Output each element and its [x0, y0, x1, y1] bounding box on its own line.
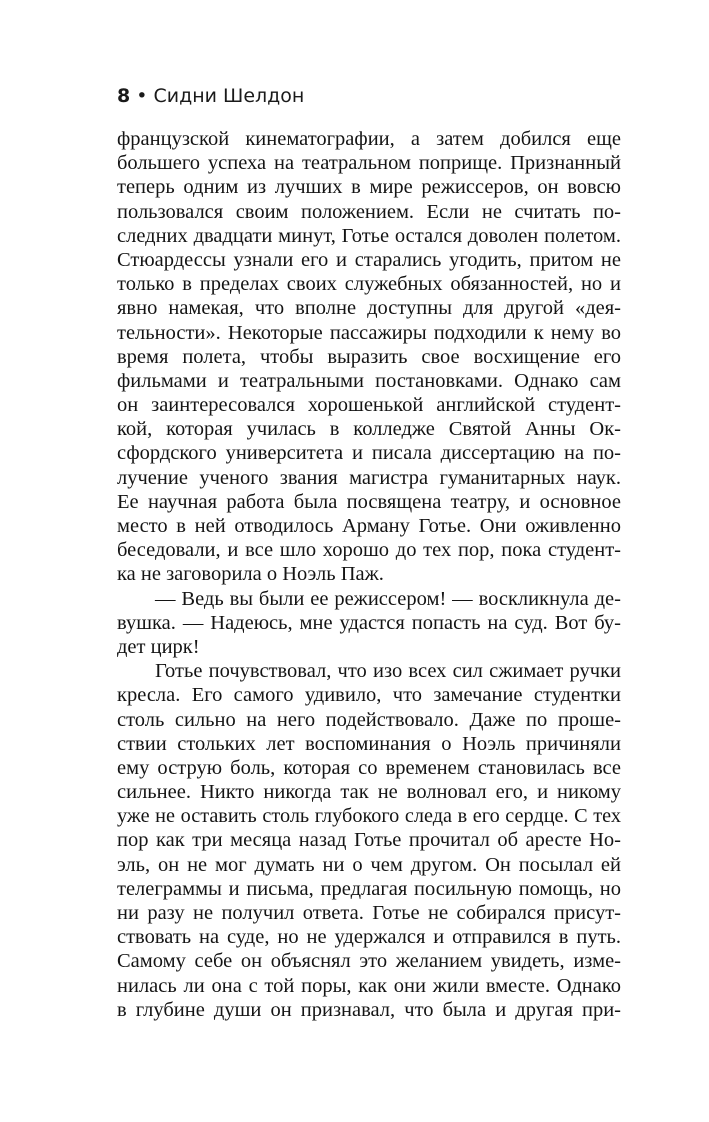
text-line: телеграммы и письма, предлагая посильную помощь, но: [117, 877, 621, 900]
page-number: 8: [117, 85, 131, 107]
author-name: Сидни Шелдон: [153, 85, 305, 107]
text-line: явно намекая, что вполне доступны для другой «дея-: [117, 297, 621, 320]
text-line: ему острую боль, которая со временем становилась все: [117, 756, 621, 779]
text-line: место в ней отводилось Арману Готье. Они оживленно: [117, 515, 621, 537]
text-line: следних двадцати минут, Готье остался доволен полетом.: [117, 224, 621, 247]
text-line: Готье почувствовал, что изо всех сил сжимает ручки: [155, 660, 621, 683]
text-line: столь сильно на него подействовало. Даже по проше-: [117, 708, 621, 731]
text-line: сильнее. Никто никогда так не волновал его, и никому: [117, 781, 621, 804]
text-line: он заинтересовался хорошенькой английской студент-: [117, 394, 621, 417]
text-line: ни разу не получил ответа. Готье не собирался присут-: [117, 902, 621, 924]
text-line: кой, которая училась в колледже Святой Анны Ок-: [117, 418, 621, 441]
text-line: Ее научная работа была посвящена театру, и основное: [117, 490, 621, 513]
text-line: кресла. Его самого удивило, что замечание студентки: [117, 684, 621, 707]
text-line: вушка. — Надеюсь, мне удастся попасть на суд. Вот бу-: [117, 611, 621, 634]
text-line: время полета, чтобы выразить свое восхищение его: [117, 345, 621, 368]
text-line: в глубине души он признавал, что была и другая при-: [117, 998, 621, 1021]
text-line: лучение ученого звания магистра гуманитарных наук.: [117, 466, 621, 489]
text-line: уже не оставить столь глубокого следа в его сердце. С тех: [117, 805, 621, 828]
text-line: беседовали, и все шло хорошо до тех пор, пока студент-: [117, 539, 621, 562]
text-line: — Ведь вы были ее режиссером! — воскликнула де-: [155, 587, 621, 610]
text-line: сфордского университета и писала диссертацию на по-: [117, 442, 621, 465]
text-line: пор как три месяца назад Готье прочитал об аресте Но-: [117, 829, 621, 852]
text-line: большего успеха на театральном поприще. Признанный: [117, 152, 621, 175]
text-line: нилась ли она с той поры, как они жили вместе. Однако: [117, 974, 621, 997]
text-line: дет цирк!: [117, 635, 200, 658]
text-line: фильмами и театральными постановками. Однако сам: [117, 369, 621, 392]
body-text: [117, 127, 621, 1022]
text-line: Самому себе он объяснял это желанием увидеть, изме-: [117, 950, 621, 973]
text-line: теперь одним из лучших в мире режиссеров, он вовсю: [117, 176, 621, 199]
text-line: французской кинематографии, а затем добился еще: [117, 128, 621, 150]
book-page: [117, 82, 621, 1022]
text-line: только в пределах своих служебных обязанностей, но и: [117, 273, 621, 296]
text-line: тельности». Некоторые пассажиры подходили к нему во: [117, 321, 621, 344]
text-line: эль, он не мог думать ни о чем другом. Он посылал ей: [117, 853, 621, 876]
text-line: ствовать на суде, но не удержался и отправился в путь.: [117, 926, 621, 949]
text-line: ка не заговорила о Ноэль Паж.: [117, 563, 384, 586]
text-line: Стюардессы узнали его и старались угодить, притом не: [117, 248, 621, 271]
text-line: ствии стольких лет воспоминания о Ноэль причиняли: [117, 732, 621, 755]
text-line: пользовался своим положением. Если не считать по-: [117, 200, 621, 223]
bullet-separator: •: [136, 85, 148, 107]
running-head: [117, 82, 621, 110]
